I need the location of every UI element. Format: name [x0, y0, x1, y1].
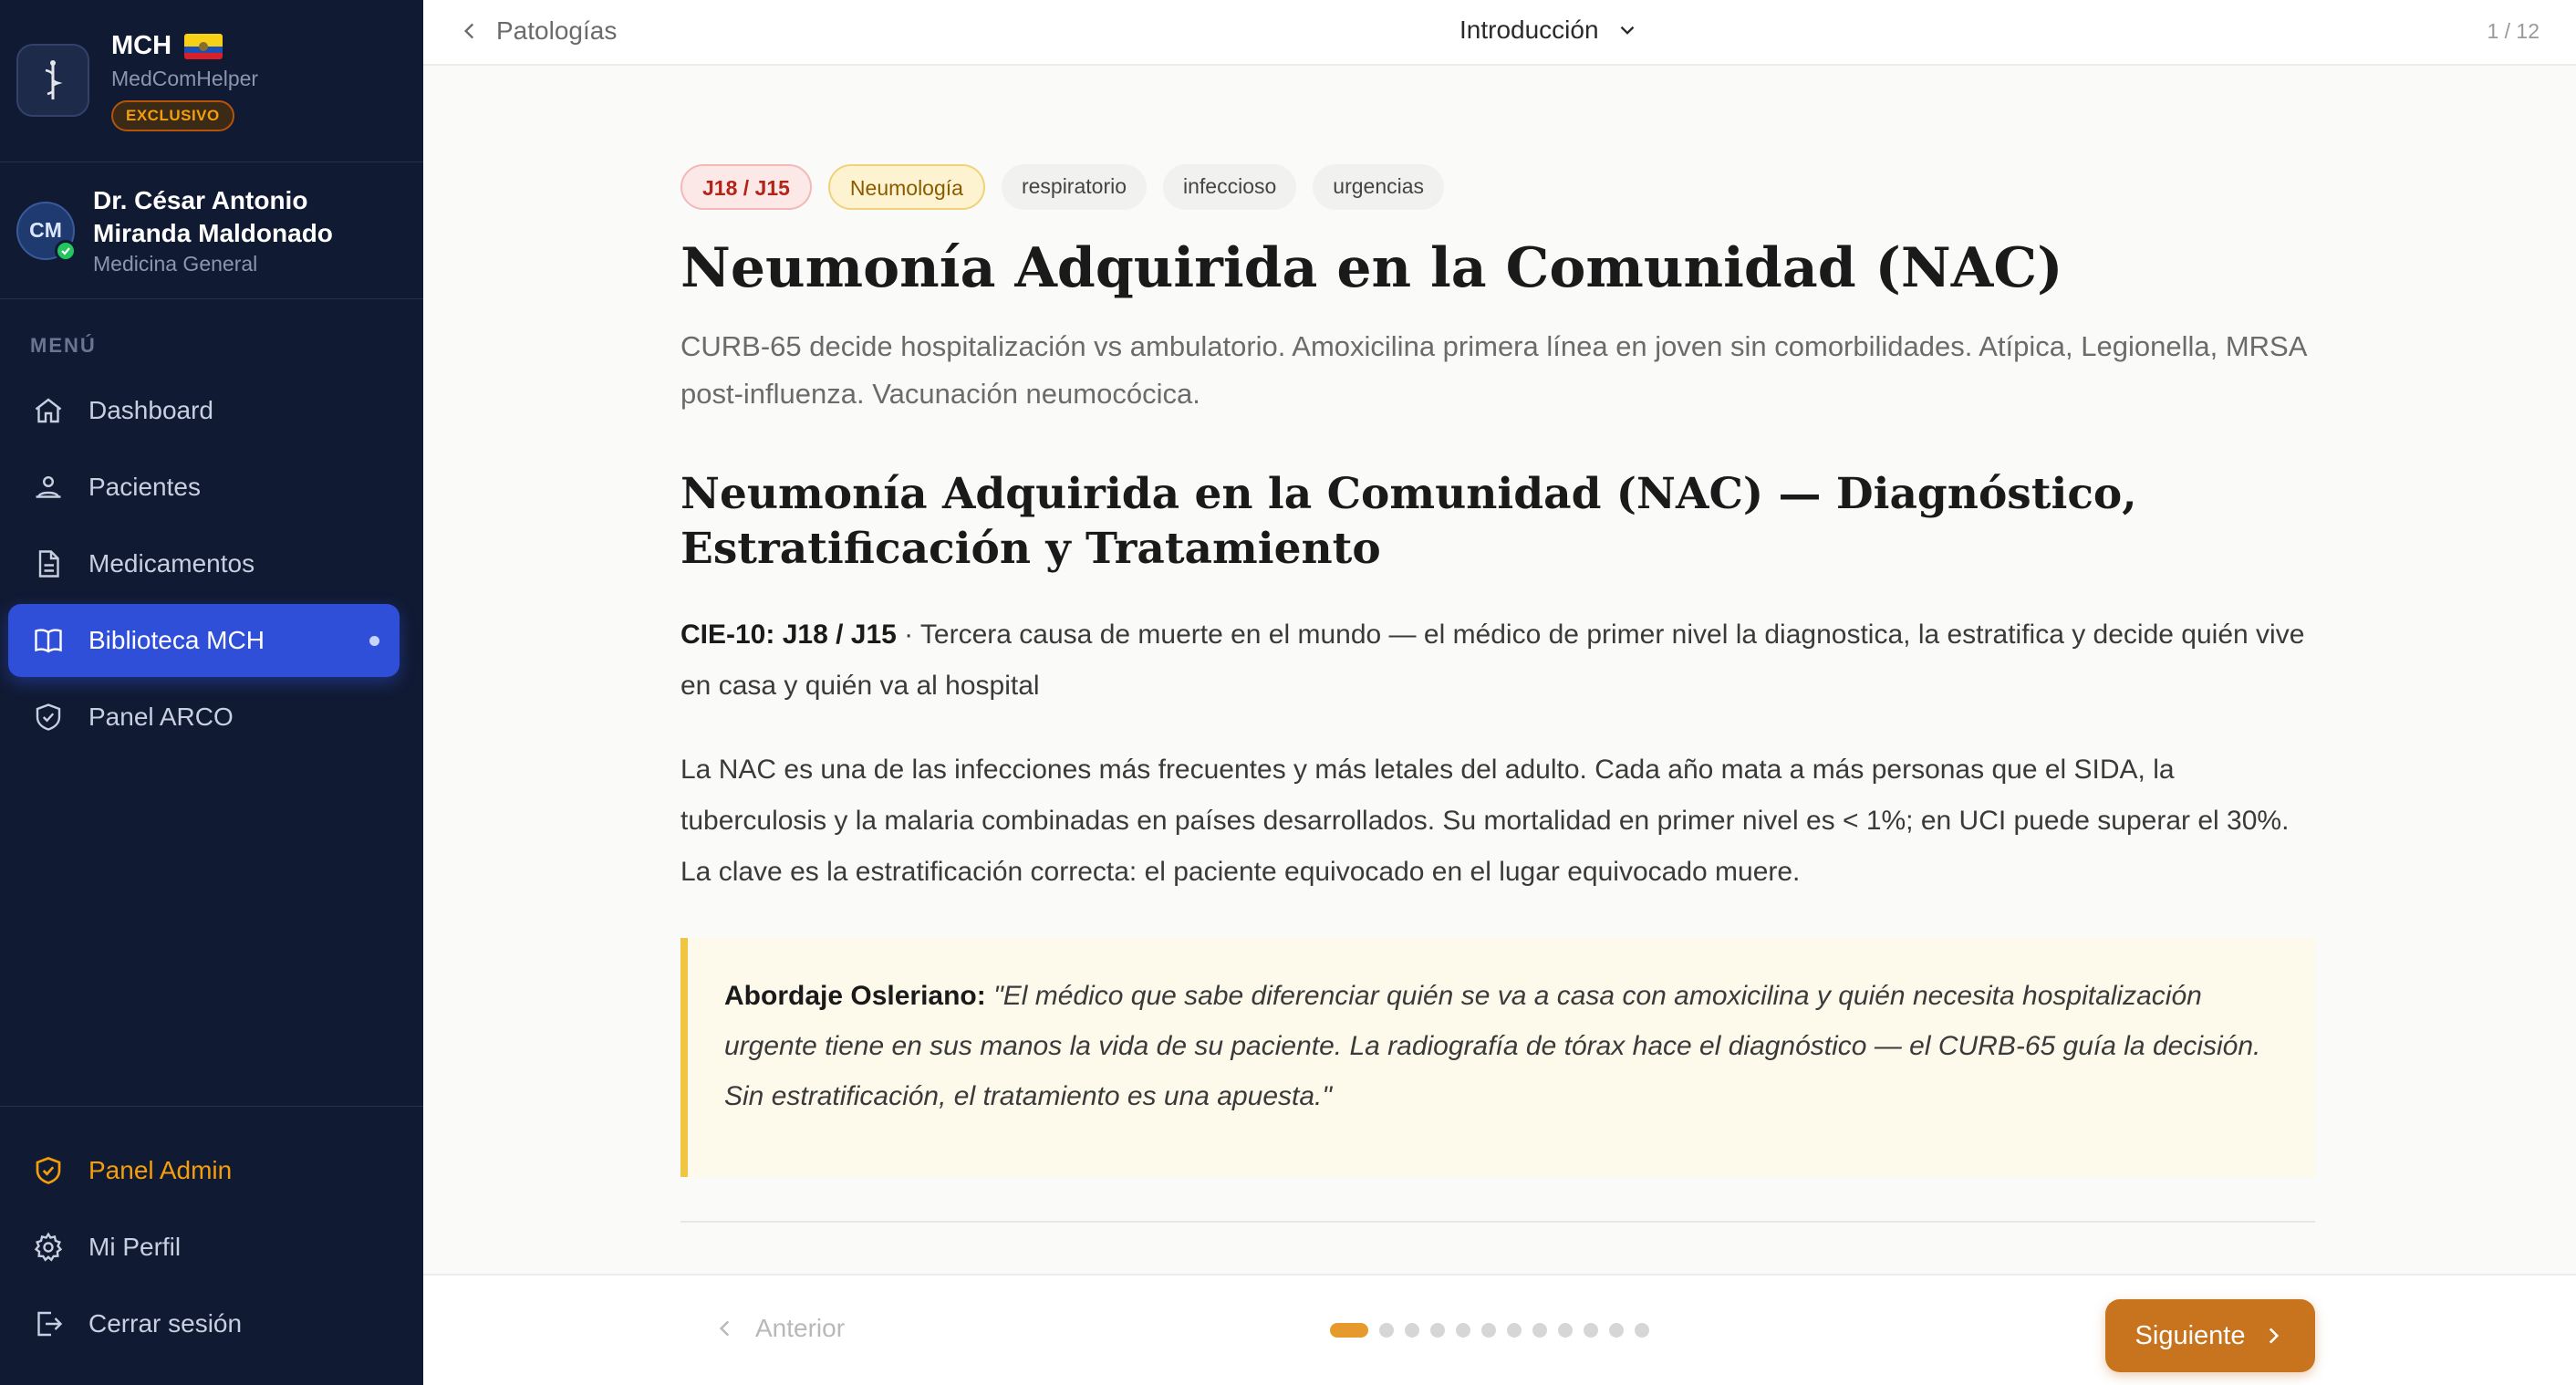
brand-name	[111, 31, 258, 61]
page-dot[interactable]	[1330, 1323, 1368, 1338]
caduceus-logo-icon	[16, 44, 89, 117]
sidebar-item-label: Dashboard	[88, 396, 213, 424]
tag-item: urgencias	[1313, 164, 1444, 210]
book-icon	[32, 624, 65, 657]
logout-icon	[32, 1307, 65, 1340]
osler-quote-callout	[680, 938, 2315, 1177]
page-dot[interactable]	[1532, 1323, 1547, 1338]
tag-cie-code: J18 / J15	[680, 164, 812, 210]
sidebar-item-medicamentos[interactable]	[8, 527, 400, 600]
page-dot[interactable]	[1456, 1323, 1470, 1338]
ecuador-flag-icon	[184, 34, 223, 59]
document-icon	[32, 547, 65, 580]
sidebar-item-panel-admin[interactable]	[8, 1134, 400, 1207]
chevron-left-icon	[458, 19, 482, 43]
quote-label: Abordaje Osleriano:	[724, 981, 986, 1011]
page-dot[interactable]	[1481, 1323, 1496, 1338]
article-summary: CURB-65 decide hospitalización vs ambulatorio. Amoxicilina primera línea en joven sin comorbilidades. Atípica, Legionella, MRSA post-influenza. Vacunación neumocócica.	[680, 330, 2306, 410]
sidebar-item-panel-arco[interactable]	[8, 681, 400, 754]
tag-item: respiratorio	[1002, 164, 1147, 210]
gear-icon	[32, 1231, 65, 1264]
avatar-initials: CM	[29, 218, 62, 242]
avatar	[16, 202, 75, 260]
section-dropdown[interactable]	[1459, 16, 1639, 45]
sidebar-item-mi-perfil[interactable]	[8, 1211, 400, 1284]
divider	[680, 1221, 2315, 1223]
exclusive-badge: EXCLUSIVO	[111, 100, 234, 131]
pagination-bar	[423, 1274, 2576, 1385]
tag-specialty: Neumología	[828, 164, 985, 210]
page-dot[interactable]	[1379, 1323, 1394, 1338]
user-card[interactable]	[0, 162, 423, 299]
page-dot[interactable]	[1558, 1323, 1573, 1338]
cie-label: CIE-10: J18 / J15	[680, 620, 897, 650]
previous-button[interactable]	[713, 1314, 845, 1343]
chevron-down-icon	[1615, 18, 1639, 42]
back-to-patologias-link[interactable]	[458, 16, 617, 46]
chevron-left-icon	[713, 1317, 737, 1340]
next-button-label: Siguiente	[2135, 1320, 2246, 1350]
page-dot[interactable]	[1430, 1323, 1445, 1338]
sidebar-item-label: Medicamentos	[88, 549, 255, 578]
article-content	[680, 164, 2315, 1223]
sidebar-item-dashboard[interactable]	[8, 374, 400, 447]
cie-paragraph	[680, 609, 2315, 712]
home-icon	[32, 394, 65, 427]
sidebar-item-label: Biblioteca MCH	[88, 626, 265, 654]
sidebar-item-biblioteca[interactable]	[8, 604, 400, 677]
brand-name-text: MCH	[111, 31, 172, 60]
back-link-label: Patologías	[496, 16, 618, 45]
page-dot[interactable]	[1584, 1323, 1598, 1338]
intro-paragraph: La NAC es una de las infecciones más frecuentes y más letales del adulto. Cada año mata a más personas que el SIDA, la tuberculosis y la malaria combinadas en países desarrollados. Su mortalidad en primer nivel es < 1%; en UCI puede superar el 30%. La clave es la estratificación correcta: el paciente equivocado en el lugar equivocado muere.	[680, 755, 2290, 887]
page-counter: 1 / 12	[2487, 19, 2540, 43]
page-dot[interactable]	[1507, 1323, 1522, 1338]
sidebar	[0, 0, 423, 1385]
users-icon	[32, 471, 65, 504]
tag-item: infeccioso	[1163, 164, 1296, 210]
sidebar-item-cerrar-sesion[interactable]	[8, 1287, 400, 1360]
chevron-right-icon	[2261, 1324, 2285, 1348]
sidebar-item-label: Mi Perfil	[88, 1233, 182, 1261]
page-dot[interactable]	[1609, 1323, 1624, 1338]
previous-button-label: Anterior	[755, 1314, 846, 1342]
menu-label: MENÚ	[30, 334, 97, 357]
tag-list	[680, 164, 2315, 210]
page-dot[interactable]	[1405, 1323, 1419, 1338]
user-name-line2: Miranda Maldonado	[93, 219, 333, 247]
shield-icon	[32, 701, 65, 734]
sidebar-item-label: Pacientes	[88, 473, 201, 501]
page-title: Neumonía Adquirida en la Comunidad (NAC)	[680, 236, 2063, 300]
section-heading: Neumonía Adquirida en la Comunidad (NAC) — Diagnóstico, Estratificación y Tratamiento	[680, 469, 2137, 574]
active-indicator-dot	[369, 636, 379, 646]
next-button[interactable]	[2105, 1299, 2315, 1372]
brand-block	[0, 0, 423, 162]
quote-text: "El médico que sabe diferenciar quién se va a casa con amoxicilina y quién necesita hospitalización urgente tiene en sus manos la vida de su paciente. La radiografía de tórax hace el diagnóstico — el CURB-65 guía la decisión. Sin estratificación, el tratamiento es una apuesta."	[724, 981, 2261, 1111]
online-check-icon	[55, 240, 77, 262]
sidebar-bottom	[0, 1106, 423, 1364]
sidebar-item-label: Panel ARCO	[88, 703, 234, 731]
page-dot[interactable]	[1635, 1323, 1649, 1338]
brand-subtitle: MedComHelper	[111, 67, 259, 90]
shield-check-icon	[32, 1154, 65, 1187]
user-role: Medicina General	[93, 252, 258, 276]
user-name-line1: Dr. César Antonio	[93, 186, 308, 214]
sidebar-item-pacientes[interactable]	[8, 451, 400, 524]
cie-text: · Tercera causa de muerte en el mundo — el médico de primer nivel la diagnostica, la estratifica y decide quién vive en casa y quién va al hospital	[680, 620, 2305, 701]
topbar	[423, 0, 2576, 66]
sidebar-item-label: Cerrar sesión	[88, 1309, 243, 1338]
sidebar-item-label: Panel Admin	[88, 1156, 233, 1184]
page-dots	[1330, 1323, 1660, 1338]
section-dropdown-value: Introducción	[1459, 16, 1599, 44]
